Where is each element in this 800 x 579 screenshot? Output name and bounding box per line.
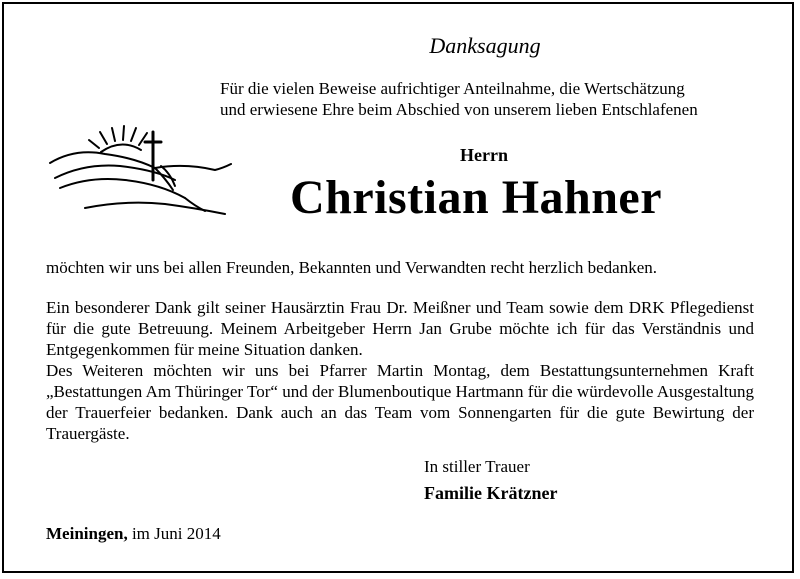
date: im Juni 2014 <box>131 524 221 543</box>
intro-line: Für die vielen Beweise aufrichtiger Anteilnahme, die Wertschätzung <box>220 79 685 98</box>
family-signature: Familie Krätzner <box>424 483 558 503</box>
place-date <box>46 524 221 544</box>
deceased-name: Christian Hahner <box>290 171 663 224</box>
intro-line: und erwiesene Ehre beim Abschied von unserem lieben Entschlafenen <box>220 100 698 119</box>
body-text <box>46 297 754 444</box>
closing-phrase: In stiller Trauer <box>424 457 530 476</box>
honorific: Herrn <box>460 145 508 165</box>
notice-title: Danksagung <box>429 33 541 58</box>
intro-text <box>220 78 754 120</box>
paragraph: Des Weiteren möchten wir uns bei Pfarrer Martin Montag, dem Bestattungsunternehmen Kraft „Bestattungen Am Thüringer Tor“ und der Blumenboutique Hartmann für die würdevolle Ausgestaltung der Trauerfeier bedanken. Dank auch an das Team vom Sonnengarten für die gute Bewirtung der Trauergäste. <box>46 361 754 443</box>
thanks-line: möchten wir uns bei allen Freunden, Bekannten und Verwandten recht herzlich bedanken. <box>46 258 658 277</box>
sunrise-hills-cross-icon <box>45 118 235 218</box>
paragraph: Ein besonderer Dank gilt seiner Hausärztin Frau Dr. Meißner und Team sowie dem DRK Pflegedienst für die gute Betreuung. Meinem Arbeitgeber Herrn Jan Grube möchte ich für das Verständnis und Entgegenkommen für meine Situation danken. <box>46 298 754 359</box>
place: Meiningen, <box>46 524 128 543</box>
